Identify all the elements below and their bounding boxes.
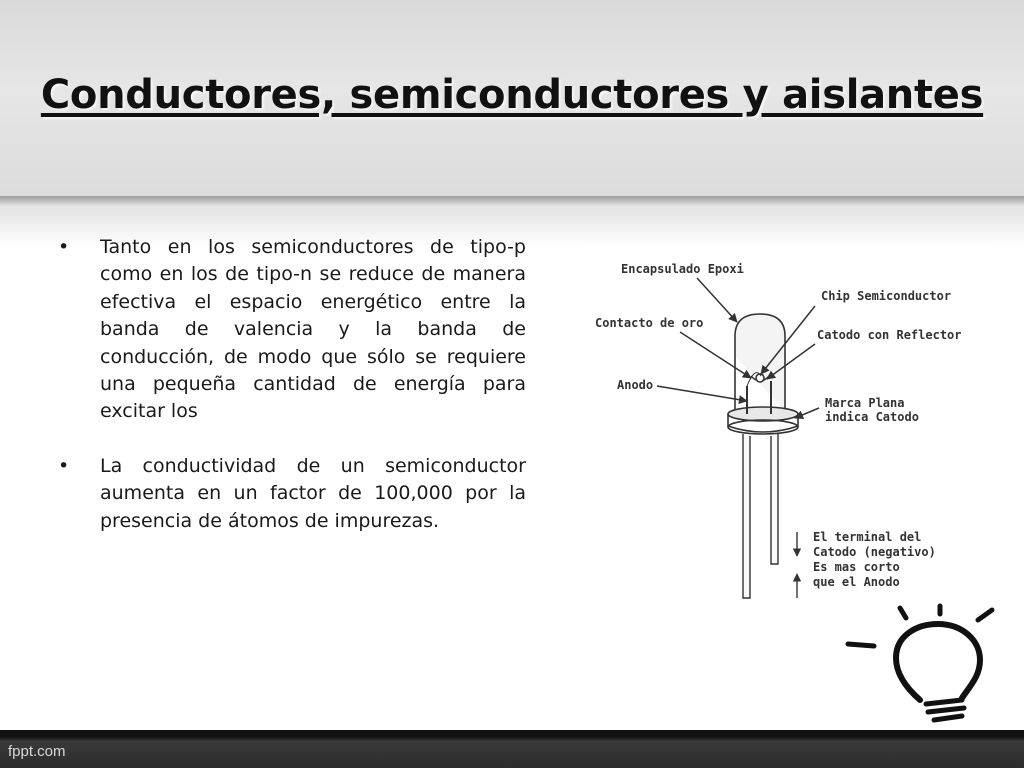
brand-watermark: fppt.com <box>8 743 66 760</box>
footer-bar <box>0 730 1024 768</box>
label-cathode-reflector: Catodo con Reflector <box>817 328 962 342</box>
label-terminal-2: Catodo (negativo) <box>813 545 936 559</box>
label-anode: Anodo <box>617 378 654 392</box>
label-chip: Chip Semiconductor <box>821 289 952 303</box>
label-terminal-1: El terminal del <box>813 530 922 544</box>
label-contact: Contacto de oro <box>595 316 704 330</box>
banner-divider <box>0 196 1024 208</box>
label-flat-mark-1: Marca Plana <box>825 396 905 410</box>
led-leads <box>743 434 778 598</box>
bullet-marker: • <box>58 236 70 258</box>
bullet-text: La conductividad de un semiconductor aumenta en un factor de 100,000 por la presencia de átomos de impurezas. <box>100 454 526 532</box>
bullet-item <box>58 234 526 426</box>
bullet-list <box>58 234 526 535</box>
slide-title: Conductores, semiconductores y aislantes <box>40 72 984 118</box>
label-flat-mark-2: indica Catodo <box>825 410 919 424</box>
label-terminal-3: Es mas corto <box>813 560 900 574</box>
label-epoxy: Encapsulado Epoxi <box>621 262 744 276</box>
led-diagram <box>585 246 985 610</box>
led-body <box>728 314 798 434</box>
bullet-text: Tanto en los semiconductores de tipo-p como en los de tipo-n se reduce de manera efectiva el espacio energético entre la banda de valencia y la banda de conducción, de modo que sólo se requiere una pequeña cantidad de energía para excitar los <box>100 236 526 423</box>
lightbulb-icon <box>840 600 1020 730</box>
label-terminal-4: que el Anodo <box>813 575 900 589</box>
bullet-item <box>58 453 526 535</box>
bullet-marker: • <box>58 454 70 477</box>
led-diagram-svg <box>585 246 985 610</box>
